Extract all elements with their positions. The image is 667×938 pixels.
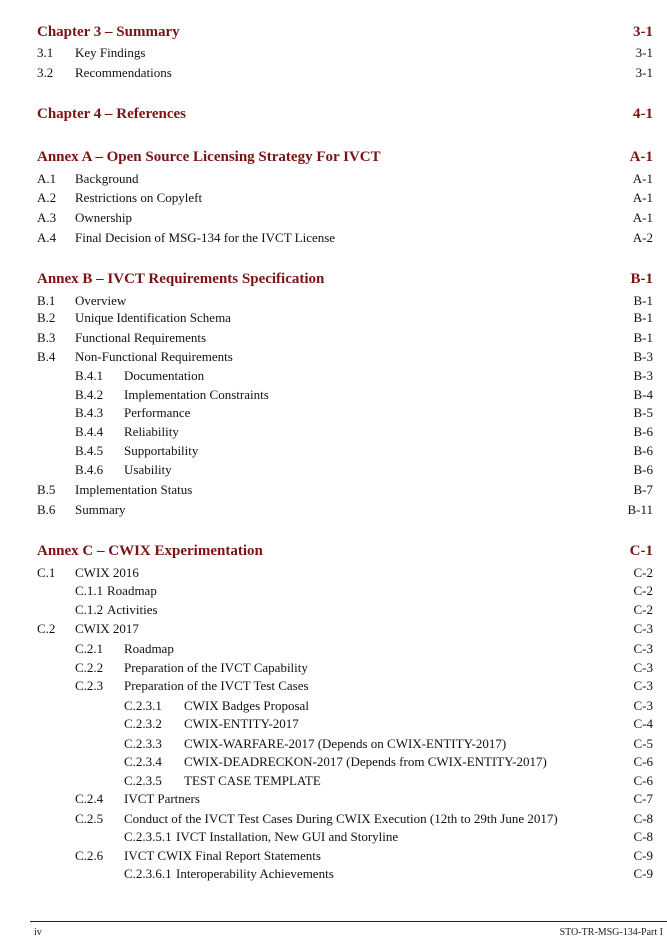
- toc-page-number: C-8: [633, 811, 653, 826]
- toc-page-number: B-3: [633, 349, 653, 364]
- toc-entry-title: Overview: [75, 293, 127, 308]
- toc-heading-title: Annex A – Open Source Licensing Strategy For IVCT: [37, 149, 381, 165]
- toc-page-number: B-1: [630, 271, 653, 287]
- toc-page-number: C-3: [633, 698, 653, 713]
- toc-page-number: C-2: [633, 583, 653, 598]
- toc-entry-title: Roadmap: [124, 641, 174, 656]
- toc-page-number: B-3: [633, 368, 653, 383]
- toc-page-number: C-3: [633, 641, 653, 656]
- toc-page-number: 4-1: [633, 106, 653, 122]
- toc-entry[interactable]: [0, 482, 667, 501]
- toc-page-number: C-3: [633, 678, 653, 693]
- toc-page-number: B-11: [627, 502, 653, 517]
- toc-entry[interactable]: [0, 602, 667, 621]
- toc-entry-number: C.1.2: [75, 602, 104, 617]
- toc-heading-title: Annex C – CWIX Experimentation: [37, 543, 263, 559]
- toc-entry-number: A.4: [37, 230, 57, 245]
- toc-entry[interactable]: [0, 330, 667, 349]
- toc-entry-title: Roadmap: [107, 583, 157, 598]
- toc-entry-title: Final Decision of MSG-134 for the IVCT License: [75, 230, 336, 245]
- toc-page-number: B-5: [633, 405, 653, 420]
- toc-heading[interactable]: [0, 271, 667, 290]
- toc-entry-title: Preparation of the IVCT Test Cases: [124, 678, 309, 693]
- toc-entry-number: C.2.3.1: [124, 698, 162, 713]
- toc-entry[interactable]: [0, 310, 667, 329]
- toc-page-number: B-6: [633, 424, 653, 439]
- toc-page-number: C-3: [633, 660, 653, 675]
- toc-entry-title: Summary: [75, 502, 126, 517]
- toc-entry-number: B.6: [37, 502, 56, 517]
- toc-entry[interactable]: [0, 405, 667, 424]
- toc-page-number: A-1: [632, 171, 653, 186]
- toc-entry-title: Interoperability Achievements: [176, 866, 334, 881]
- toc-entry-number: B.1: [37, 293, 56, 308]
- toc-entry-number: C.2.3.5.1: [124, 829, 172, 844]
- toc-entry-number: B.4.3: [75, 405, 104, 420]
- toc-entry-title: CWIX-DEADRECKON-2017 (Depends from CWIX-ENTITY-2017): [184, 754, 547, 769]
- toc-entry-title: CWIX-ENTITY-2017: [184, 716, 299, 731]
- toc-entry-title: Unique Identification Schema: [75, 310, 231, 325]
- toc-entry-title: Key Findings: [75, 45, 146, 60]
- toc-heading[interactable]: [0, 106, 667, 125]
- toc-entry[interactable]: [0, 565, 667, 584]
- toc-entry-title: Ownership: [75, 210, 133, 225]
- footer-document-id: STO-TR-MSG-134-Part I: [559, 927, 663, 938]
- toc-entry-number: C.1: [37, 565, 56, 580]
- toc-page-number: C-4: [633, 716, 653, 731]
- toc-page-number: B-7: [633, 482, 653, 497]
- toc-entry[interactable]: [0, 387, 667, 406]
- toc-entry-number: C.2.5: [75, 811, 104, 826]
- toc-entry[interactable]: [0, 698, 667, 717]
- toc-entry-number: C.2.3.3: [124, 736, 162, 751]
- toc-entry[interactable]: [0, 829, 667, 848]
- toc-page-number: C-2: [633, 565, 653, 580]
- toc-entry-title: Reliability: [124, 424, 179, 439]
- toc-entry[interactable]: [0, 866, 667, 885]
- toc-entry-number: C.2.3.6.1: [124, 866, 172, 881]
- toc-entry[interactable]: [0, 754, 667, 773]
- toc-page-number: B-6: [633, 443, 653, 458]
- toc-entry-number: B.4.5: [75, 443, 104, 458]
- toc-entry-title: Implementation Status: [75, 482, 193, 497]
- toc-entry[interactable]: [0, 443, 667, 462]
- toc-page-number: C-6: [633, 773, 653, 788]
- toc-entry-title: Recommendations: [75, 65, 172, 80]
- toc-entry-title: Activities: [107, 602, 158, 617]
- toc-entry-number: B.2: [37, 310, 56, 325]
- toc-entry-title: CWIX Badges Proposal: [184, 698, 309, 713]
- toc-entry-number: A.2: [37, 190, 57, 205]
- toc-entry-title: CWIX-WARFARE-2017 (Depends on CWIX-ENTITY-2017): [184, 736, 507, 751]
- toc-entry-title: Conduct of the IVCT Test Cases During CWIX Execution (12th to 29th June 2017): [124, 811, 558, 826]
- toc-page-number: B-1: [633, 293, 653, 308]
- toc-entry[interactable]: [0, 736, 667, 755]
- toc-entry-number: 3.2: [37, 65, 54, 80]
- toc-entry-number: B.3: [37, 330, 56, 345]
- toc-page-number: 3-1: [635, 65, 653, 80]
- toc-entry-title: Usability: [124, 462, 172, 477]
- toc-page-number: B-4: [633, 387, 653, 402]
- toc-entry[interactable]: [0, 210, 667, 229]
- toc-entry[interactable]: [0, 621, 667, 640]
- toc-entry-number: B.4.4: [75, 424, 104, 439]
- toc-page-number: B-1: [633, 330, 653, 345]
- toc-entry-number: C.2: [37, 621, 56, 636]
- toc-entry-title: Supportability: [124, 443, 199, 458]
- toc-page-number: A-2: [632, 230, 653, 245]
- toc-heading-title: Chapter 3 – Summary: [37, 24, 180, 40]
- toc-entry-number: 3.1: [37, 45, 54, 60]
- toc-entry-number: C.2.3: [75, 678, 104, 693]
- toc-entry[interactable]: [0, 349, 667, 368]
- toc-entry[interactable]: [0, 773, 667, 792]
- toc-entry-title: Preparation of the IVCT Capability: [124, 660, 308, 675]
- toc-page-number: 3-1: [635, 45, 653, 60]
- toc-heading-title: Annex B – IVCT Requirements Specification: [37, 271, 325, 287]
- toc-entry[interactable]: [0, 660, 667, 679]
- toc-entry-title: Functional Requirements: [75, 330, 207, 345]
- toc-entry-number: B.4.1: [75, 368, 104, 383]
- toc-entry-number: C.2.3.4: [124, 754, 162, 769]
- toc-entry-title: IVCT Installation, New GUI and Storyline: [176, 829, 399, 844]
- toc-entry[interactable]: [0, 811, 667, 830]
- toc-entry[interactable]: [0, 368, 667, 387]
- toc-page-number: C-2: [633, 602, 653, 617]
- toc-entry-title: CWIX 2016: [75, 565, 139, 580]
- toc-entry-number: A.1: [37, 171, 57, 186]
- toc-page-number: 3-1: [633, 24, 653, 40]
- toc-entry[interactable]: [0, 190, 667, 209]
- toc-heading-title: Chapter 4 – References: [37, 106, 186, 122]
- toc-heading[interactable]: [0, 149, 667, 168]
- toc-entry-title: Non-Functional Requirements: [75, 349, 233, 364]
- toc-entry-title: IVCT CWIX Final Report Statements: [124, 848, 321, 863]
- toc-entry[interactable]: [0, 641, 667, 660]
- toc-entry-number: C.2.3.5: [124, 773, 162, 788]
- toc-page-number: C-5: [633, 736, 653, 751]
- toc-entry[interactable]: [0, 848, 667, 867]
- toc-entry-number: C.2.1: [75, 641, 104, 656]
- toc-entry[interactable]: [0, 424, 667, 443]
- toc-entry-number: B.4: [37, 349, 56, 364]
- toc-entry-number: C.2.3.2: [124, 716, 162, 731]
- toc-heading[interactable]: [0, 24, 667, 43]
- toc-page-number: C-9: [633, 866, 653, 881]
- toc-page-number: C-7: [633, 791, 653, 806]
- toc-entry[interactable]: [0, 583, 667, 602]
- toc-entry[interactable]: [0, 65, 667, 84]
- footer-divider: [30, 921, 667, 922]
- toc-entry-title: Restrictions on Copyleft: [75, 190, 203, 205]
- toc-entry-title: Performance: [124, 405, 191, 420]
- toc-entry-number: A.3: [37, 210, 57, 225]
- toc-entry-title: TEST CASE TEMPLATE: [184, 773, 321, 788]
- toc-entry[interactable]: [0, 678, 667, 697]
- toc-entry[interactable]: [0, 45, 667, 64]
- toc-entry[interactable]: [0, 502, 667, 521]
- toc-entry[interactable]: [0, 462, 667, 481]
- toc-entry-title: CWIX 2017: [75, 621, 139, 636]
- toc-page-number: A-1: [632, 210, 653, 225]
- toc-entry[interactable]: [0, 716, 667, 735]
- toc-entry-number: C.1.1: [75, 583, 104, 598]
- toc-entry-number: C.2.2: [75, 660, 104, 675]
- toc-entry-title: Documentation: [124, 368, 205, 383]
- toc-page-number: C-8: [633, 829, 653, 844]
- toc-entry-number: B.4.6: [75, 462, 104, 477]
- toc-page-number: C-9: [633, 848, 653, 863]
- toc-page-number: B-6: [633, 462, 653, 477]
- footer-page-number: iv: [34, 927, 42, 938]
- toc-entry-title: Implementation Constraints: [124, 387, 269, 402]
- toc-entry-title: Background: [75, 171, 139, 186]
- toc-entry-number: C.2.4: [75, 791, 104, 806]
- toc-entry-title: IVCT Partners: [124, 791, 200, 806]
- toc-heading[interactable]: [0, 543, 667, 562]
- toc-entry-number: C.2.6: [75, 848, 104, 863]
- toc-entry[interactable]: [0, 791, 667, 810]
- toc-page-number: B-1: [633, 310, 653, 325]
- toc-page-number: A-1: [632, 190, 653, 205]
- toc-page-number: C-3: [633, 621, 653, 636]
- toc-entry[interactable]: [0, 230, 667, 249]
- toc-entry-number: B.5: [37, 482, 56, 497]
- toc-page-number: A-1: [629, 149, 653, 165]
- toc-entry-number: B.4.2: [75, 387, 104, 402]
- toc-page-number: C-6: [633, 754, 653, 769]
- toc-page-number: C-1: [629, 543, 653, 559]
- toc-entry[interactable]: [0, 171, 667, 190]
